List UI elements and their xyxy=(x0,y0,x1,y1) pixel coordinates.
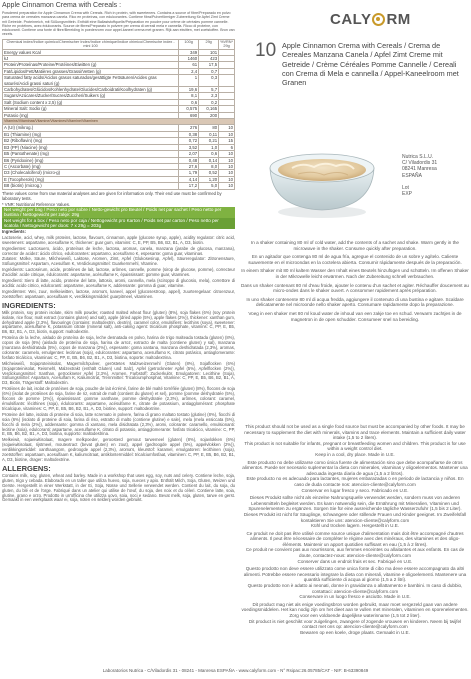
nutrient-value: 0,575 xyxy=(179,106,199,112)
nutrition-header-vrn: %VRN* 29g xyxy=(220,39,233,49)
vitamin-value: 0,11 xyxy=(199,131,219,137)
ingredients-summary xyxy=(2,230,235,300)
nutrient-value xyxy=(219,75,235,87)
logo-o-icon xyxy=(372,13,385,26)
warning-paragraph: Conserver dans un endroit frais et sec. Fabriqué en U.E. xyxy=(297,558,413,564)
vitamin-value: 15 xyxy=(219,138,235,144)
vitamin-value: 27,6 xyxy=(179,163,199,169)
nutrient-value: 0,7 xyxy=(199,68,219,74)
lot-label: Lot xyxy=(402,185,409,191)
company-address: Nutrica S.L.U. C/ Viladordis 31 08241 Manresa ESPAÑA xyxy=(402,154,438,179)
vitamin-value: 0,6 xyxy=(199,151,219,157)
vitamin-value: 80 xyxy=(199,125,219,131)
logo-text-left: CALY xyxy=(330,11,372,28)
nutrient-value: 2,3 xyxy=(199,93,219,99)
warning-paragraph: Dit product is niet geschikt voor zuigelingen, zwangere of zogende vrouwen en kinderen. Neem bij twijfel contact met ons op: atencion-cliente@calyform.com xyxy=(248,618,462,630)
analysis-note: These values come from raw material analyses and are given for information only. Their end use must be confirmed by laboratory tests. xyxy=(2,190,222,201)
logo-text-right: RM xyxy=(386,11,411,28)
warning-paragraph: Keep in a cool, dry place. Made in U.E. xyxy=(315,451,395,457)
allergens-text: Contains milk, soy, gluten, wheat and barley. Made in a workshop that uses egg, soy, nuts and celery. Contiene leche, soja, gluten, trigo y cebada. Elaborado en un taller que utiliza huevo, soja, nueces y apio. Enthält Milch, Soja, Gluten, Weizen und Gerste. Hergestellt in einer Werkstatt, in der Ei, Soja, Nüsse und Sellerie verwendet werden. Contient du lait, du soja, du gluten, du blé et de l'orge. Fabriqué dans un atelier qui utilise de l'œuf, du soja, des noix et du céleri. Contiene latte, soia, glutine, grano e orzo. Prodotto in un'officina che utilizza uovo, soia, noci e sedano. Bevat melk, soja, gluten, tarwe en gerst. Gemaakt in een werkplaats waar ei, soja, noten en selderij worden gebruikt. xyxy=(2,472,235,503)
nutrient-label: Protein/Proteínas/Proteine/Protéines/Eiwitten (g) xyxy=(3,62,179,68)
ingredients-summary-paragraph: Lactoserie, acid, whey, milk proteins, lactose, flavours, cinnamon, apple (glucose syrup, apple), acidity regulator: citric acid, sweeteners: aspartame, acesulfame K, thickener: guar gum, vitamins: C, E, PP, B5, B6, B2, B1, A, D3, biotin. xyxy=(2,234,235,245)
ingredients-paragraph: Milcheiweiß, Sojaproteinisolat, Magermilchpulver, geröstetes Malzweizenmehl (Gluten) (8%), Sojaflocken (6%) (Sojaproteinisolat, Reismehl, Malzextrakt (enthält Gluten) und Salz), Apfel (getrockneter Apfel (5%), Apfelflocken (2%)), Verdickungsmittel: Xanthan, getrockneter Apfel (2,3%), Aromen, Farbstoff: Zuckerkulör, Emulgatoren: Lecithine (Soja), Süßungsmittel: Aspartam, Acesulfam K, Kaliumcitrat, Trennmittel: Tricalciumphosphat, Vitamine: C, PP, E, B5, B6, B2, B1, A, D3, Biotin, Trägerstoff: Maltodextrin. xyxy=(2,360,235,386)
vitamin-label: B2 (Riboflavin) (mg) xyxy=(3,138,179,144)
vitamin-value: 17,2 xyxy=(179,183,199,189)
nutrient-label: Energy values Kcal xyxy=(3,49,179,55)
warning-paragraph: Questo prodotto non è adatto ai neonati, donne in gravidanza o allattamento e bambini. In caso di dubbio, contattaci: atencion-cliente@calyform.com xyxy=(247,583,463,594)
vitamin-value: 10 xyxy=(219,183,235,189)
preparation-instructions xyxy=(241,240,469,325)
vitamin-label: D3 (Cholecalciferol) (micro-g) xyxy=(3,170,179,176)
nutrient-label: Mineral Salt: Sodio (g) xyxy=(3,106,179,112)
vitamin-value: 0,52 xyxy=(199,170,219,176)
nutrient-value: 423 xyxy=(199,56,219,62)
vitamin-row xyxy=(3,183,235,189)
nutrient-value: 8,1 xyxy=(179,93,199,99)
left-column xyxy=(2,2,235,503)
net-weight-box: Net weight for a box / Peso neto por caja / Nettogewicht pro Karton / Poids net par carton / Peso netto per scatola / Nettogewicht per doos: 7 x 29g = 203g xyxy=(2,218,235,229)
vitamin-value: 1,79 xyxy=(179,170,199,176)
nutrition-header-100g: 100g xyxy=(179,39,199,49)
warning-paragraph: Dit product mag niet als enige voedingsbron worden gebruikt, maar moet vergezeld gaan van andere voedingsmiddelen. Het kan nodig zijn om het dieet aan te vullen met mineralen, vitaminen en sporenelementen. Zorg voor een voldoende dagelijkse waterinname (1,5 tot 2 liter). xyxy=(241,601,469,618)
vitamin-value: 10 xyxy=(219,151,235,157)
nutrient-value: 2,4 xyxy=(179,68,199,74)
vitamin-label: B1 (Thiamine) (mg) xyxy=(3,131,179,137)
vrn-note: * VNR: Nutritional Reference Values. xyxy=(2,201,71,207)
warning-paragraph: This product should not be used as a single food source but must be accompanied by other foods. It may be necessary to supplement the diet with minerals, vitamins and trace elements. Maintain a sufficient daily water intake (1,5 to 2 liters). xyxy=(244,424,466,441)
exp-label: EXP xyxy=(402,191,413,197)
allergens-title: ALLERGENS: xyxy=(2,463,51,473)
nutrient-label: kJ xyxy=(3,56,179,62)
nutrient-label: Carbohydrates/Glúcidos/Kohlenhydrate/Glucides/Carboidrati/Koolhydraten (g) xyxy=(3,87,179,93)
vitamin-label: C (Ascorbate) (mg) xyxy=(3,163,179,169)
warning-paragraph: Este producto no debe utilizarse como única fuente de alimentación sino que debe acompañarse de otros alimentos. Puede ser necesario suplementar la dieta con minerales, vitaminas y oligoelementos. Mantener una adecuada ingesta diaria de agua (1,5 a 2 litros). xyxy=(242,459,468,476)
vitamin-value: 0,21 xyxy=(199,138,219,144)
vitamin-value: 276 xyxy=(179,125,199,131)
vitamin-value: 10 xyxy=(219,125,235,131)
nutrient-value: 0,3 xyxy=(199,75,219,87)
nutrient-label: Sugars/Azúcares/Zucker/Sucres/Zuccheri/Suikers (g) xyxy=(3,93,179,99)
vitamin-value: 10 xyxy=(219,176,235,182)
product-number: 10 xyxy=(255,40,277,61)
vitamin-value: 10 xyxy=(219,163,235,169)
nutrient-value: 200 xyxy=(199,112,219,118)
ingredients-paragraph: Protéines de lait, isolat de protéines de soja, poudre de lait écrémé, farine de blé malté torréfiée (gluten) (8%), flocons de soja (6%) (isolat de protéines de soja, farine de riz, extrait de malt (contient du gluten) et sel), pomme (pomme déshydratée (5%), flocons de pomme (2%)), épaississant: gomme xanthane, pomme déshydratée (2,3%), arômes, colorant: caramel, émulsifiants: lécithines (soja), édulcorants: aspartame, acésulfame K, citrate de potassium, antiagglomérant: phosphate tricalcique, vitamines: C, PP, E, B5, B6, B2, B1, A, D3, biotine, support: maltodextrine. xyxy=(2,386,235,411)
warning-paragraph: Ce produit ne convient pas aux nourrissons, aux femmes enceintes ou allaitantes et aux enfants. En cas de doute, contactez-nous: atencion-cliente@calyform.com xyxy=(245,547,465,559)
vitamin-value: 1,0 xyxy=(199,144,219,150)
preparation-paragraph: Voeg in een shaker met 80 ml koud water de inhoud van een zakje toe en schud. Verwarm zachtjes in de magnetron in de open schudder. Consumeer snel na bereiding. xyxy=(248,310,462,322)
ingredients-summary-paragraph: Ingrediënten: Wei, zuur, melkeiwitten, lactose, aroma's, kaneel, appel (glucosestroop, appel), zuurteregelaar: citroenzuur, zoetstoffen: aspartaam, acesulfaam K, verdikkingsmiddel: guarpitmeel, vitaminen. xyxy=(2,288,235,299)
nutrient-value: 0,6 xyxy=(179,99,199,105)
vitamin-value: 0,38 xyxy=(179,131,199,137)
preparation-paragraph: En un agitador que contenga 80 ml de agua fría, agregue el contenido de un sobre y agítelo. Caliente suavemente en el microondas en la coctelera abierta. Consumir rápidamente después de la preparación. xyxy=(248,254,462,265)
preparation-paragraph: In einem Shaker mit 80 ml kaltem Wasser den Inhalt eines Beutels hinzufügen und schütteln. Im offenen Shaker in der Mikrowelle leicht erwärmen. Nach der Zubereitung schnell verbrauchen. xyxy=(241,268,469,279)
ingredients-summary-title: Ingredients: xyxy=(2,228,26,234)
vitamin-value: 0,72 xyxy=(179,138,199,144)
nutrient-value: 1460 xyxy=(179,56,199,62)
warning-paragraph: Questo prodotto non deve essere utilizzato come unica fonte di cibo ma deve essere accompagnato da altri alimenti. Potrebbe essere necessario integrare la dieta con minerali, vitamine e oligoelementi. Mantenere una quantità sufficiente di acqua al giorno (1,5 a 2 litri). xyxy=(243,566,467,583)
preparation-paragraph: Dans un shaker contenant 80 ml d'eau froide, ajouter le contenu d'un sachet et agiter. Réchauffer doucement au micro-ondes dans le shaker ouvert. A consommer rapidement après préparation. xyxy=(241,282,469,294)
lot-exp xyxy=(402,185,412,197)
nutrient-label: Saturated fatty acids/Ácidos grasos saturados/gesättigte Fettsäuren/Acides gras saturés/Acidi grassi saturi (g) xyxy=(3,75,179,87)
vitamin-value: 0,48 xyxy=(179,157,199,163)
vitamin-label: E (Tocopherols) (mg) xyxy=(3,176,179,182)
vitamin-value: 10 xyxy=(219,157,235,163)
nutrient-value: 19,6 xyxy=(179,87,199,93)
calyform-logo xyxy=(330,11,411,28)
vitamin-label: B6 (Pyridoxine) (mg) xyxy=(3,157,179,163)
nutrient-value: 1 xyxy=(179,75,199,87)
nutrition-header-label: Chemical index/Índice químico/Chemischer Index/Indice chimique/Indice chimico/Chemische index - mini 100 xyxy=(3,39,179,49)
nutrient-label: Salt (Sodium content x 2,5) (g) xyxy=(3,99,179,105)
warning-paragraph: Dieses Produkt ist nicht für Säuglinge, schwangere oder stillende Frauen und Kinder geeignet. Im Zweifelsfall kontaktieren Sie uns: atencion-cliente@calyform.com xyxy=(243,511,467,523)
ingredients-body xyxy=(2,311,235,463)
nutrition-header-29g: 29g xyxy=(199,39,219,49)
vitamin-label: B3 (PP) (Niacine) (mg) xyxy=(3,144,179,150)
product-name: Apple Cinnamon Crema with Cereals / Crema de Cereales Manzana Canela / Apfel Zimt Creme mit Getreide / Crème Céréales Pomme Cannelle / Cereali con Crema di Mela e cannella / Appel-Kaneelroom met Granen xyxy=(282,41,459,88)
vitamin-value: 8,0 xyxy=(199,163,219,169)
preparation-paragraph: In a shaker containing 80 ml of cold water, add the contents of a sachet and shake. Warm gently in the microwave in the shaker. Consume quickly after preparation. xyxy=(251,240,459,251)
ingredients-summary-paragraph: Ingredientes: Lactosuero, ácido, proteínas de leche, lactosa, aromas, canela, manzana (jarabe de glucosa, manzana), corrector de acidez: ácido cítrico, edulcorantes: aspartamo, acesulfamo K, espesante: goma guar, vitaminas. xyxy=(2,245,235,256)
warning-paragraph: Bewaren op een koele, droge plaats. Gemaakt in U.E. xyxy=(300,629,410,635)
nutrient-value: 349 xyxy=(179,49,199,55)
nutrient-value: 0,2 xyxy=(199,99,219,105)
vitamin-value: 3,52 xyxy=(179,144,199,150)
ingredients-summary-paragraph: Ingredienti: Siero di latte, acido, proteine del latte, lattosio, aromi, cannella, mela (sciroppo di glucosio, mela), correttore di acidità: acido citrico, edulcoranti: aspartame, acesulfame K, addensante: gomma di guar, vitamine. xyxy=(2,278,235,288)
vitamin-value: 10 xyxy=(219,131,235,137)
net-weight-bag: Net weight per bag / Peso neto por sobre / Netto-gewicht pro Beutel / Poids net par sachet / Peso netto per bustina / Nettogewicht per zakje: 29g xyxy=(2,207,235,218)
nutrient-value: 5,7 xyxy=(199,87,219,93)
ingredients-title: INGREDIENTS: xyxy=(2,300,56,310)
vitamin-label: A (UI) (mikrog.) xyxy=(3,125,179,131)
nutrient-value: 0,165 xyxy=(199,106,219,112)
vitamin-value: 4,14 xyxy=(179,176,199,182)
nutrient-value: 690 xyxy=(179,112,199,118)
nutrient-row xyxy=(3,75,235,87)
vitamin-label: B8 (biotin) (microg.) xyxy=(3,183,179,189)
nutrition-table xyxy=(2,39,235,190)
vitamin-value: 5,0 xyxy=(199,183,219,189)
nutrient-value: 61 xyxy=(179,62,199,68)
warning-paragraph: Conservar en lugar fresco y seco. Fabricado en U.E. xyxy=(301,487,409,493)
product-description: Powdered preparation for Apple Cinnamon Crema with Cereals. Rich in protein, with sweeteners. Contains a source of fibre/Preparado en polvo para crema de cereales manzana canela. Rico en proteínas, con edulcorantes. Contiene fibra/Pulverförmiger Zubereitung für Apfel Zimt Creme mit Getreide. Proteinreich, mit Süßungsmitteln. Enthält eine Ballaststoffquelle/Préparation en poudre pour crème de céréales pomme cannelle. Riche en protéines, avec édulcorants. Source de fibres/Preparato in polvere per crema di cereali mela e cannella. Ricco di proteine, con edulcoranti. Contiene una fonte di fibre/Bereiding in poedervorm voor appel-kaneel crema met granen. Rijk aan eiwitten, met zoetstoffen. Bron van vezels. xyxy=(2,11,235,37)
bowl-image xyxy=(262,146,382,220)
warning-paragraph: Kühl und trocken lagern. Hergestellt in U.E. xyxy=(310,523,400,529)
preparation-paragraph: In uno shaker contenente 80 ml di acqua fredda, aggiungere il contenuto di una bustina e agitare. Scaldare delicatamente nel microonde nello shaker aperto. Consumare rapidamente dopo la preparazione. xyxy=(246,296,464,308)
nutrient-label: Potasio (mg) xyxy=(3,112,179,118)
product-title-en: Apple Cinnamon Crema with Cereals : xyxy=(2,2,122,9)
nutrient-value: 17,5 xyxy=(199,62,219,68)
warning-paragraph: Conservare in un luogo fresco e asciutto. Made in U.E. xyxy=(299,594,411,600)
ingredients-summary-paragraph: Zutaten: Molke, Säure, Milcheiweiß, Laktose, Aromen, Zimt, Apfel (Glukosesirup, Apfel), Säureregulator: Zitronensäure, Süßungsmittel: Aspartam, Acesulfam K, Verdickungsmittel: Guarkernmehl, Vitamine. xyxy=(2,256,235,267)
warnings xyxy=(241,424,469,637)
vitamin-value: 1,20 xyxy=(199,176,219,182)
warning-paragraph: Este producto no es adecuado para lactantes, mujeres embarazadas o en periodo de lactancia y niños. En caso de duda contacte nos: atencion-cliente@calyform.com xyxy=(246,476,464,487)
vitamin-value: 10 xyxy=(219,170,235,176)
nutrient-value: 101 xyxy=(199,49,219,55)
ingredients-paragraph: Milk protein, soy protein isolate, skim milk powder, roasted malted wheat flour (gluten) (8%), soja flakes (6%) (soy protein isolate, rice flour, malt extract (contains gluten) and salt), apple (dried apple (5%), apple flakes (2%)), thickener: xanthan gum, dehydrated apple (2,3%), flavourings (contains: maltodextrin, dextrin), caramel color, emulsifiers: lecithins (soya), sweetener: aspartame, acesulfame K, potassium citrate (mineral salt), anti-caking agent: tricalcium phosphate, vitamins: C, PP, E, B5, B6, B2, B1, A, D3, biotin, support: maltodextrin. xyxy=(2,309,235,335)
warning-paragraph: Ce produit ne doit pas être utilisé comme source unique d'alimentation mais doit être accompagné d'autres aliments. Il peut être nécessaire de compléter le régime avec des minéraux, des vitamines et des oligo-éléments. Maintenir un apport quotidien suffisant en eau (1,5 à 2 litres). xyxy=(246,530,464,547)
warning-paragraph: Dieses Produkt sollte nicht als einzelne Nahrungsquelle verwendet werden, sondern muss von anderen Lebensmitteln begleitet werden. Es kann notwendig sein, die Ernährung mit Mineralien, Vitaminen und Spurenelementen zu ergänzen. Sorgen Sie für eine ausreichende tägliche Wasserzufuhr (1,5 bis 2 Liter). xyxy=(248,495,462,512)
ingredients-paragraph: Proteine del latte, isolato di proteine di soia, latte scremato in polvere, farina di grano maltato tostato (glutine) (8%), fiocchi di soia (6%) (isolato di proteine di soia, farina di riso, estratto di malto (contiene glutine) e sale), mela (mela essiccata (5%), fiocchi di mela (2%)), addensante: gomma di xantano, mela disidratata (2,3%), aromi, colorante: caramello, emulsionanti: lecitine (soia), edulcoranti: aspartame, acesulfame K, citrato di potassio, antiagglomerante: fosfato tricalcico, vitamine: C, PP, E, B5, B6, B2, B1, A, D3, biotina, supporto: maltodestrina. xyxy=(2,411,235,437)
ingredients-paragraph: Proteína de la leche, aislado de proteína de soja, leche desnatada en polvo, harina de trigo malteada tostada (gluten) (8%), copos de soja (6%) (aislado de proteína de soja, harina de arroz, extracto de malta (contiene gluten) y sal), manzana (manzana deshidratada (5%), copos de manzana (2%)), espesante: goma xantana, manzana deshidratada (2,3%), aromas, colorante: caramelo, emulgentes: lecitinas (soja), edulcorantes: aspartamo, acesulfamo K, citrato potásico, antiaglomerante: fosfato tricálcico, vitaminas: C, PP, E, B5, B6, B2, B1, A, D3, biotina, soporte: maltodextrina. xyxy=(2,335,235,360)
ingredients-paragraph: Melkeiwit, sojaeiwitisolaat, magere melkpoeder, geroosterd gemout tarwemeel (gluten) (8%), sojavlokken (6%) (sojaeiwitisolaat, rijstmeel, moutextract (bevat gluten) en zout), appel (gedroogde appel (5%), appelvlokken (2%)), verdikkingsmiddel: xanthaangom, gedroogde appel (2,3%), aroma's, kleurstof: karamel, emulgatoren: lecithinen (soja), zoetstoffen: aspartaam, acesulfaam K, kaliumcitraat, antiklontermiddel: tricalciumfosfaat, vitaminen: C, PP, E, B5, B6, B2, B1, A, D3, biotine, drager: maltodextrine. xyxy=(2,437,235,462)
footer: Laboratorios Nutrica - C/Viladordis 31 - 08241 - Manresa ESPAÑA - www.calyform.com - N° Rsipac:26.05785/CAT - NIF: B-63390849 xyxy=(102,668,369,673)
vitamin-value: 2,07 xyxy=(179,151,199,157)
vitamin-value: 0,14 xyxy=(199,157,219,163)
warning-paragraph: This product is not suitable for infants, pregnant or breastfeeding women and children. This product is for use within a weight control diet. xyxy=(244,440,466,452)
ingredients-summary-paragraph: Ingrédients: Lactosérum, acide, protéines de lait, lactose, arômes, cannelle, pomme (sirop de glucose, pomme), correcteur d'acidité: acide citrique, édulcorants: aspartame, acésulfame K, épaississant: gomme guar, vitamines. xyxy=(2,267,235,278)
nutrient-label: Fat/Lipidos/Fett/Matières grasses/Grassi/Vetten (g) xyxy=(3,68,179,74)
vitamin-value: 6 xyxy=(219,144,235,150)
vitamin-label: B5 (Pantothenate) (mg) xyxy=(3,151,179,157)
vitamin-header: Vitamins/Vitaminas/Vitamine/Vitamines/Vitamine/Vitaminen xyxy=(3,119,235,125)
